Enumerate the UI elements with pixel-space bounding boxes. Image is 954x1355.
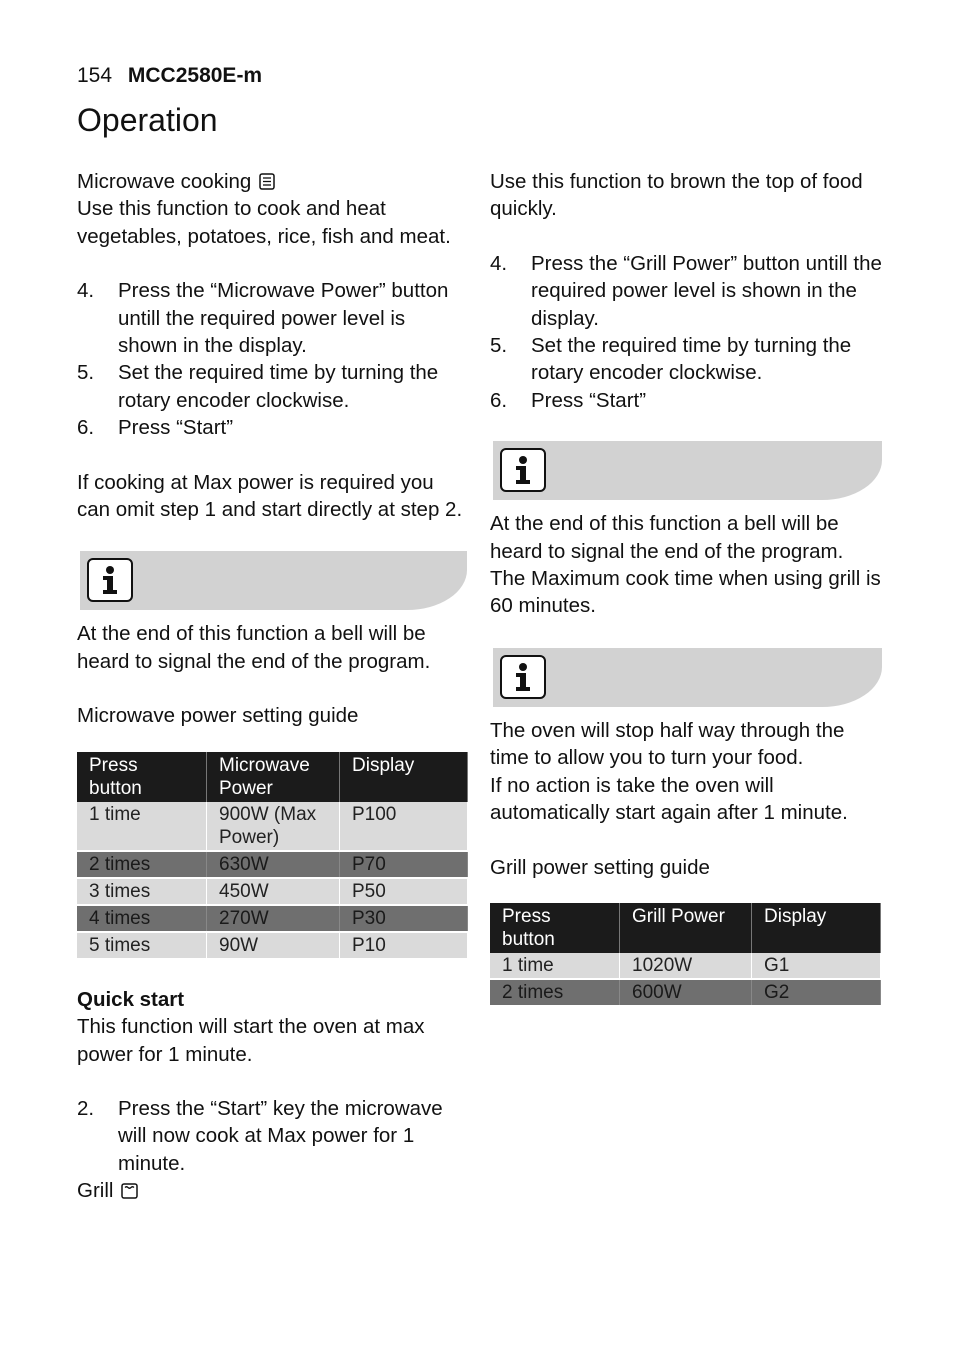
grill-heading	[77, 1177, 467, 1204]
table-row: 2 times 630W P70	[77, 851, 468, 878]
column-header: Microwave Power	[207, 752, 340, 802]
model-name: MCC2580E-m	[127, 64, 263, 87]
auto-restart-text: If no action is take the oven will automatically start again after 1 minute.	[490, 773, 848, 825]
grill-steps	[490, 250, 882, 414]
microwave-steps	[77, 277, 467, 441]
list-item: 4. Press the “Microwave Power” button untill the required power level is shown in the display.	[77, 279, 449, 358]
grill-power-table	[490, 903, 881, 1007]
list-item: 2. Press the “Start” key the microwave will now cook at Max power for 1 minute.	[77, 1096, 443, 1175]
microwave-heading-text: Microwave cooking	[77, 170, 252, 193]
quick-start-intro: This function will start the oven at max power for 1 minute.	[77, 1015, 425, 1066]
turn-food-text: The oven will stop half way through the time to allow you to turn your food.	[490, 718, 845, 770]
table-row: 5 times 90W P10	[77, 932, 468, 959]
column-header: Grill Power	[620, 903, 752, 953]
list-item: 5. Set the required time by turning the rotary encoder clockwise.	[490, 334, 852, 385]
microwave-info-text: At the end of this function a bell will be heard to signal the end of the program.	[77, 622, 431, 673]
page-header	[77, 64, 262, 88]
right-column	[490, 168, 882, 1007]
grill-info-text: At the end of this function a bell will be heard to signal the end of the program. The Maximum cook time when using grill is 60 minutes.	[490, 512, 881, 618]
left-column	[77, 168, 467, 1205]
quick-start-steps	[77, 1095, 467, 1177]
column-header: Display	[752, 903, 881, 953]
grill-intro: Use this function to brown the top of food quickly.	[490, 170, 863, 221]
list-item: 5. Set the required time by turning the rotary encoder clockwise.	[77, 361, 439, 412]
grill-guide-heading: Grill power setting guide	[490, 855, 710, 879]
table-row: 4 times 270W P30	[77, 905, 468, 932]
page-number: 154	[77, 64, 113, 87]
info-icon	[500, 655, 546, 699]
microwave-intro: Use this function to cook and heat vegetables, potatoes, rice, fish and meat.	[77, 197, 451, 248]
table-row: 1 time 900W (Max Power) P100	[77, 802, 468, 851]
microwave-power-table	[77, 752, 468, 960]
info-band	[493, 441, 882, 500]
info-icon	[87, 558, 133, 602]
microwave-guide-heading: Microwave power setting guide	[77, 704, 359, 728]
column-header: Display	[340, 752, 468, 802]
list-item: 4. Press the “Grill Power” button untill the required power level is shown in the display.	[490, 251, 882, 330]
table-row: 3 times 450W P50	[77, 878, 468, 905]
list-item: 6. Press “Start”	[77, 416, 234, 440]
max-power-note: If cooking at Max power is required you can omit step 1 and start directly at step 2.	[77, 470, 463, 522]
column-header: Press button	[77, 752, 207, 802]
table-row: 2 times 600W G2	[490, 979, 881, 1006]
info-band	[80, 551, 467, 610]
table-row: 1 time 1020W G1	[490, 953, 881, 979]
info-icon	[500, 448, 546, 492]
microwave-heading	[77, 168, 467, 195]
grill-mode-icon	[121, 1183, 138, 1199]
list-item: 6. Press “Start”	[490, 388, 647, 412]
grill-heading-text: Grill	[77, 1179, 114, 1203]
column-header: Press button	[490, 903, 620, 953]
page-title: Operation	[77, 102, 218, 138]
microwave-mode-icon	[259, 173, 275, 190]
info-band	[493, 648, 882, 707]
quick-start-heading: Quick start	[77, 987, 185, 1011]
